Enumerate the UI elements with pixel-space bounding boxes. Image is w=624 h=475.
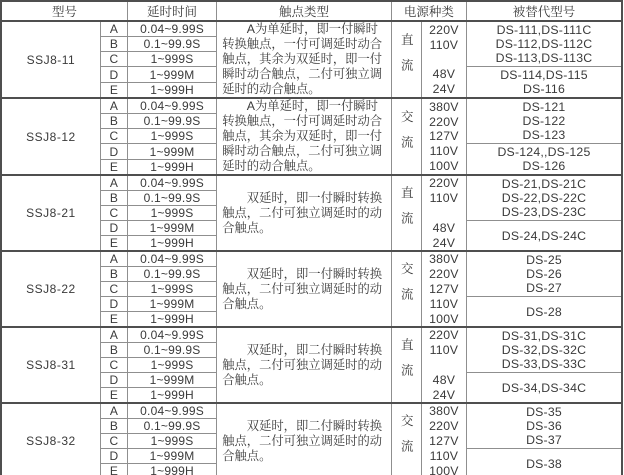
- replaced-models-cell: [466, 373, 622, 404]
- delay-time-cell: 1~999H: [127, 388, 216, 404]
- range-letter-cell: B: [100, 37, 127, 52]
- replaced-models-cell: [466, 297, 622, 328]
- contact-type-text: A为单延时，即一付瞬时转换触点，一付可调延时动合触点，其余为双延时，即一付瞬时动合触点，二付可独立调延时的动合触点。: [222, 99, 383, 173]
- power-type-cell: [391, 175, 421, 251]
- range-letter-cell: C: [100, 129, 127, 144]
- replaced-models-cell: [466, 251, 622, 297]
- voltage-line: 127V: [429, 129, 459, 144]
- header-power-type: 电源种类: [391, 1, 466, 21]
- contact-type-cell: [217, 98, 392, 175]
- delay-time-cell: 0.1~99.9S: [127, 191, 216, 206]
- power-type-cell: [391, 21, 421, 98]
- replaced-model-line: DS-114,DS-115: [500, 68, 588, 82]
- delay-time-cell: 0.04~9.99S: [127, 403, 216, 419]
- replaced-models-group: [467, 298, 621, 326]
- voltage-cell: [421, 21, 466, 98]
- voltage-line: 48V: [432, 67, 456, 82]
- replaced-models-group: [467, 100, 621, 143]
- replaced-models-group: [467, 405, 621, 448]
- delay-time-cell: 0.1~99.9S: [127, 343, 216, 358]
- delay-time-cell: 1~999M: [127, 373, 216, 388]
- range-letter-cell: B: [100, 191, 127, 206]
- replaced-models-cell: [466, 98, 622, 144]
- replaced-models-group: [467, 450, 621, 475]
- voltage-line: [422, 52, 466, 67]
- replaced-models-group: [467, 68, 621, 96]
- replaced-models-cell: [466, 403, 622, 449]
- range-letter-cell: C: [100, 52, 127, 67]
- delay-time-cell: 1~999M: [127, 449, 216, 464]
- replaced-model-line: DS-36: [526, 418, 562, 433]
- replaced-models-group: [467, 329, 621, 372]
- voltage-line: 24V: [432, 82, 456, 97]
- voltage-line: 380V: [429, 404, 459, 419]
- range-letter-cell: A: [100, 403, 127, 419]
- contact-type-text: A为单延时，即一付瞬时转换触点，一付可调延时动合触点，其余为双延时，即一付瞬时动合触点，二付可独立调延时的动合触点。: [222, 22, 383, 96]
- voltage-line: 127V: [429, 281, 459, 296]
- voltage-list: [422, 100, 466, 174]
- power-type-label: 直流: [399, 338, 414, 389]
- range-letter-cell: D: [100, 449, 127, 464]
- replaced-model-line: DS-34,DS-34C: [501, 380, 587, 395]
- model-cell: SSJ8-22: [1, 251, 100, 327]
- replaced-model-line: DS-22,DS-22C: [501, 190, 587, 205]
- replaced-model-line: DS-27: [526, 281, 562, 296]
- voltage-list: [422, 23, 466, 97]
- voltage-line: 380V: [429, 99, 459, 114]
- voltage-cell: [421, 403, 466, 475]
- table-row: [1, 175, 622, 191]
- delay-time-cell: 1~999S: [127, 129, 216, 144]
- replaced-models-group: [467, 177, 621, 220]
- range-letter-cell: C: [100, 434, 127, 449]
- spec-table-body: [1, 21, 622, 475]
- replaced-model-line: DS-33,DS-33C: [501, 357, 587, 372]
- delay-time-cell: 1~999M: [127, 67, 216, 83]
- model-cell: SSJ8-32: [1, 403, 100, 475]
- table-row: [1, 98, 622, 114]
- voltage-line: 48V: [432, 220, 456, 235]
- voltage-line: 110V: [429, 191, 459, 206]
- replaced-models-cell: [466, 144, 622, 176]
- replaced-model-line: DS-23,DS-23C: [501, 205, 587, 220]
- contact-type-text: 双延时，即二付瞬时转换触点，二付可独立调延时的动合触点。: [222, 418, 383, 463]
- range-letter-cell: E: [100, 312, 127, 328]
- model-cell: SSJ8-12: [1, 98, 100, 175]
- voltage-line: 220V: [429, 328, 459, 343]
- voltage-line: 100V: [429, 311, 459, 326]
- voltage-line: 110V: [429, 37, 459, 52]
- range-letter-cell: C: [100, 206, 127, 221]
- range-letter-cell: B: [100, 114, 127, 129]
- delay-time-cell: 1~999S: [127, 52, 216, 67]
- delay-time-cell: 1~999S: [127, 282, 216, 297]
- replaced-model-line: DS-113,DS-113C: [495, 51, 593, 66]
- replaced-model-line: DS-21,DS-21C: [501, 176, 587, 191]
- table-row: [1, 327, 622, 343]
- delay-time-cell: 1~999M: [127, 297, 216, 312]
- voltage-list: [422, 252, 466, 326]
- range-letter-cell: C: [100, 358, 127, 373]
- contact-type-cell: [217, 251, 392, 327]
- range-letter-cell: C: [100, 282, 127, 297]
- range-letter-cell: D: [100, 373, 127, 388]
- range-letter-cell: A: [100, 175, 127, 191]
- range-letter-cell: A: [100, 251, 127, 267]
- replaced-model-line: DS-24,DS-24C: [501, 228, 587, 243]
- replaced-models-cell: [466, 175, 622, 221]
- replaced-models-group: [467, 145, 621, 173]
- replaced-models-group: [467, 374, 621, 402]
- header-replaced-models: 被替代型号: [466, 1, 622, 21]
- range-letter-cell: E: [100, 236, 127, 252]
- replaced-model-line: DS-32,DS-32C: [501, 342, 587, 357]
- voltage-line: 24V: [432, 387, 456, 402]
- voltage-line: 127V: [429, 433, 459, 448]
- range-letter-cell: A: [100, 98, 127, 114]
- range-letter-cell: D: [100, 221, 127, 236]
- replaced-model-line: DS-37: [526, 433, 562, 448]
- range-letter-cell: D: [100, 67, 127, 83]
- replaced-models-cell: [466, 221, 622, 252]
- voltage-line: 100V: [429, 463, 459, 475]
- range-letter-cell: B: [100, 267, 127, 282]
- replaced-models-cell: [466, 21, 622, 67]
- delay-time-cell: 0.04~9.99S: [127, 175, 216, 191]
- replaced-model-line: DS-123: [522, 128, 566, 143]
- power-type-label: 直流: [399, 32, 414, 84]
- voltage-cell: [421, 251, 466, 327]
- header-delay-time: 延时时间: [127, 1, 216, 21]
- delay-time-cell: 1~999H: [127, 160, 216, 176]
- voltage-line: 220V: [429, 419, 459, 434]
- contact-type-cell: [217, 21, 392, 98]
- replaced-models-cell: [466, 449, 622, 475]
- voltage-line: 110V: [429, 343, 459, 358]
- replaced-model-line: DS-126: [522, 159, 566, 173]
- voltage-cell: [421, 98, 466, 175]
- voltage-cell: [421, 327, 466, 403]
- replaced-model-line: DS-38: [526, 456, 562, 471]
- range-letter-cell: E: [100, 160, 127, 176]
- contact-type-cell: [217, 175, 392, 251]
- voltage-line: 110V: [429, 296, 459, 311]
- delay-time-cell: 1~999H: [127, 312, 216, 328]
- voltage-cell: [421, 175, 466, 251]
- delay-time-cell: 0.04~9.99S: [127, 21, 216, 37]
- replaced-model-line: DS-122: [522, 113, 566, 128]
- replaced-model-line: DS-31,DS-31C: [501, 328, 587, 343]
- contact-type-text: 双延时，即一付瞬时转换触点，二付可独立调延时的动合触点。: [222, 190, 383, 235]
- voltage-line: 24V: [432, 235, 456, 250]
- range-letter-cell: B: [100, 343, 127, 358]
- replaced-model-line: DS-112,DS-112C: [495, 36, 593, 51]
- contact-type-cell: [217, 327, 392, 403]
- delay-time-cell: 0.1~99.9S: [127, 419, 216, 434]
- voltage-line: 110V: [429, 144, 459, 159]
- replaced-models-group: [467, 253, 621, 296]
- replaced-models-cell: [466, 327, 622, 373]
- delay-time-cell: 1~999H: [127, 236, 216, 252]
- delay-time-cell: 0.1~99.9S: [127, 267, 216, 282]
- contact-type-text: 双延时，即二付瞬时转换触点，二付可独立调延时的动合触点。: [222, 342, 383, 387]
- range-letter-cell: D: [100, 297, 127, 312]
- voltage-line: [422, 358, 466, 373]
- replaced-model-line: DS-121: [522, 99, 566, 114]
- power-type-cell: [391, 403, 421, 475]
- replaced-models-group: [467, 222, 621, 250]
- delay-time-cell: 0.04~9.99S: [127, 251, 216, 267]
- voltage-line: 48V: [432, 372, 456, 387]
- voltage-line: 220V: [429, 22, 459, 37]
- model-cell: SSJ8-31: [1, 327, 100, 403]
- delay-time-cell: 1~999H: [127, 464, 216, 475]
- range-letter-cell: A: [100, 327, 127, 343]
- header-row: [1, 1, 622, 21]
- table-row: [1, 251, 622, 267]
- range-letter-cell: B: [100, 419, 127, 434]
- range-letter-cell: E: [100, 388, 127, 404]
- delay-time-cell: 1~999H: [127, 83, 216, 99]
- power-type-cell: [391, 251, 421, 327]
- voltage-line: 110V: [429, 448, 459, 463]
- contact-type-cell: [217, 403, 392, 475]
- power-type-label: 交流: [399, 109, 414, 161]
- voltage-list: [422, 176, 466, 250]
- range-letter-cell: D: [100, 144, 127, 160]
- delay-time-cell: 0.04~9.99S: [127, 98, 216, 114]
- header-model: 型号: [1, 1, 127, 21]
- model-cell: SSJ8-21: [1, 175, 100, 251]
- power-type-label: 交流: [399, 414, 414, 465]
- replaced-model-line: DS-116: [523, 82, 565, 96]
- delay-time-cell: 0.1~99.9S: [127, 37, 216, 52]
- voltage-list: [422, 328, 466, 402]
- delay-time-cell: 0.04~9.99S: [127, 327, 216, 343]
- delay-time-cell: 1~999S: [127, 358, 216, 373]
- delay-time-cell: 1~999S: [127, 206, 216, 221]
- power-type-cell: [391, 327, 421, 403]
- range-letter-cell: E: [100, 83, 127, 99]
- voltage-line: 220V: [429, 176, 459, 191]
- delay-time-cell: 1~999M: [127, 221, 216, 236]
- replaced-model-line: DS-26: [526, 266, 562, 281]
- delay-time-cell: 1~999S: [127, 434, 216, 449]
- range-letter-cell: A: [100, 21, 127, 37]
- power-type-label: 交流: [399, 262, 414, 313]
- header-contact-type: 触点类型: [217, 1, 392, 21]
- contact-type-text: 双延时，即一付瞬时转换触点，二付可独立调延时的动合触点。: [222, 266, 383, 311]
- replaced-models-cell: [466, 67, 622, 99]
- replaced-model-line: DS-111,DS-111C: [496, 22, 592, 37]
- range-letter-cell: E: [100, 464, 127, 475]
- replaced-models-group: [467, 23, 621, 66]
- power-type-cell: [391, 98, 421, 175]
- replaced-model-line: DS-25: [526, 252, 562, 267]
- voltage-line: [422, 206, 466, 221]
- voltage-line: 220V: [429, 114, 459, 129]
- voltage-list: [422, 404, 466, 475]
- voltage-line: 220V: [429, 267, 459, 282]
- table-row: [1, 21, 622, 37]
- replaced-model-line: DS-28: [526, 304, 562, 319]
- delay-time-cell: 1~999M: [127, 144, 216, 160]
- delay-time-cell: 0.1~99.9S: [127, 114, 216, 129]
- power-type-label: 直流: [399, 186, 414, 237]
- replaced-model-line: DS-124,,DS-125: [497, 145, 591, 159]
- model-cell: SSJ8-11: [1, 21, 100, 98]
- voltage-line: 100V: [429, 159, 459, 174]
- table-row: [1, 403, 622, 419]
- replaced-model-line: DS-35: [526, 404, 562, 419]
- voltage-line: 380V: [429, 252, 459, 267]
- table-header: [1, 1, 622, 21]
